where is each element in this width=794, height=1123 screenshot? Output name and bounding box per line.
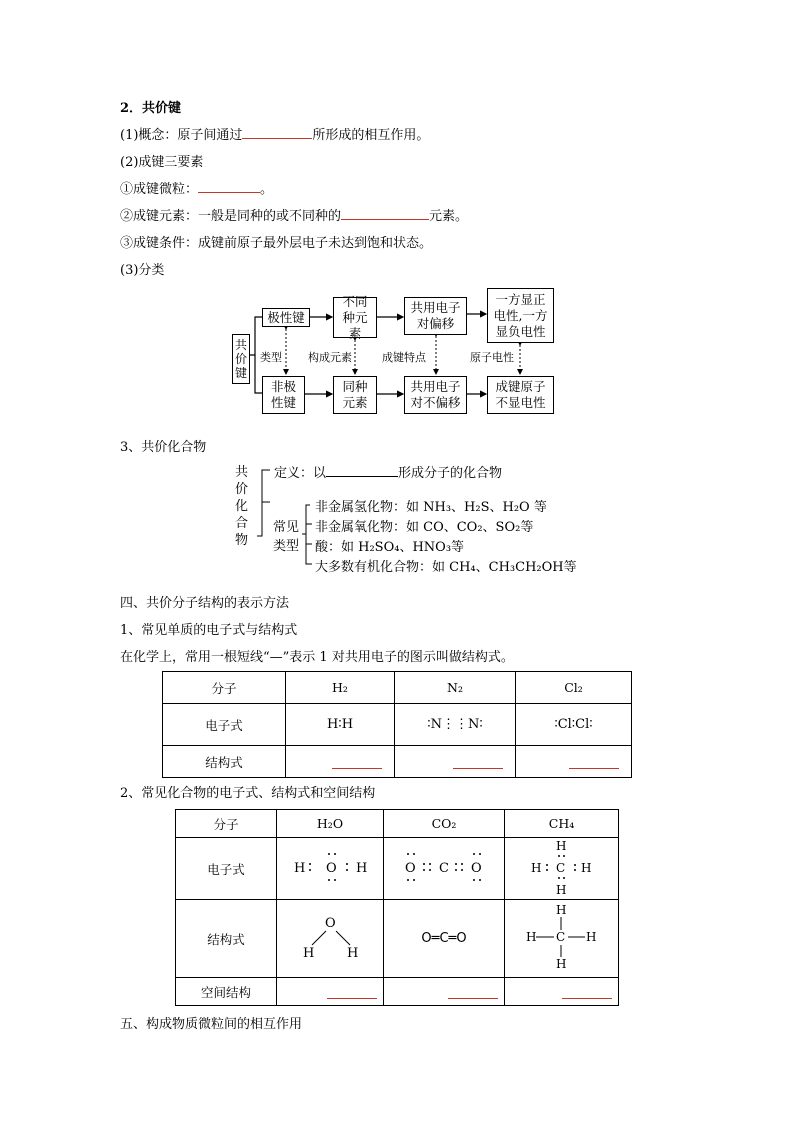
h2o-spatial-blank: [277, 978, 384, 1006]
answer-line: [448, 998, 498, 999]
answer-line: [327, 998, 377, 999]
header-ch4: CH₄: [505, 810, 619, 838]
row-structural-formula: 结构式: [163, 746, 286, 778]
co2-structural: O═C═O: [384, 900, 505, 978]
compound-table: [175, 809, 619, 1006]
h2o-structural: [277, 900, 384, 978]
item3-line: ③成键条件：成键前原子最外层电子未达到饱和状态。: [120, 236, 433, 251]
svg-text:C: C: [555, 861, 565, 875]
ch4-spatial-blank: [505, 978, 619, 1006]
concept-pre: (1)概念：原子间通过: [120, 128, 243, 143]
elements-title: (2)成键三要素: [120, 155, 204, 170]
h2-electron: H∶H: [286, 704, 395, 746]
svg-text:O: O: [325, 916, 336, 931]
co2-electron: [384, 838, 505, 900]
section5-title: 五、构成物质微粒间的相互作用: [120, 1017, 303, 1032]
type-organic: 大多数有机化合物：如 CH₄、CH₃CH₂OH等: [315, 560, 577, 575]
svg-text:H: H: [555, 883, 566, 896]
svg-text:H: H: [356, 861, 368, 876]
answer-line: [453, 768, 503, 769]
section4-sub1: 1、常见单质的电子式与结构式: [120, 623, 298, 638]
types-label: 类型: [273, 539, 300, 554]
type-acid: 酸：如 H₂SO₄、HNO₃等: [315, 540, 465, 555]
def-post: 形成分子的化合物: [398, 466, 503, 481]
header-h2o: H₂O: [277, 810, 384, 838]
row2-spatial-structure: 空间结构: [176, 978, 277, 1006]
answer-line: [569, 768, 619, 769]
header-molecule: 分子: [163, 672, 286, 704]
common-label: 常见: [273, 520, 300, 535]
features-label: 成键特点: [382, 351, 426, 364]
row-electron-formula: 电子式: [163, 704, 286, 746]
same-element-box: 同种元素: [333, 376, 377, 414]
answer-line: [562, 998, 612, 999]
elements-label: 构成元素: [308, 351, 352, 364]
def-pre: 定义：以: [274, 466, 327, 481]
section2-title: 2．共价键: [120, 101, 182, 116]
svg-text:H: H: [525, 930, 536, 944]
svg-text:H: H: [294, 861, 306, 876]
svg-text:H: H: [530, 861, 541, 875]
covalent-bond-root: 共价键: [232, 334, 250, 384]
h2o-structural-svg: [295, 907, 365, 967]
item1-text: ①成键微粒：: [120, 182, 199, 197]
type-label: 类型: [260, 351, 282, 364]
svg-text:H: H: [303, 946, 315, 961]
h2o-electron-svg: [290, 842, 370, 892]
class-title: (3)分类: [120, 263, 165, 278]
svg-text:H: H: [555, 839, 566, 853]
type-oxide: 非金属氧化物：如 CO、CO₂、SO₂等: [315, 520, 534, 535]
ch4-electron: [505, 838, 619, 900]
item1-post: 。: [260, 182, 274, 197]
section4-title: 四、共价分子结构的表示方法: [120, 596, 290, 611]
shared-shift-box: 共用电子对偏移: [404, 297, 467, 335]
polar-bond-box: 极性键: [262, 308, 310, 327]
diff-element-box: 不同种元素: [333, 297, 377, 338]
svg-text:H: H: [347, 946, 359, 961]
h2o-electron: [277, 838, 384, 900]
co2-electron-svg: [399, 842, 489, 892]
row2-structural-formula: 结构式: [176, 900, 277, 978]
shared-noshift-box: 共用电子对不偏移: [404, 376, 467, 414]
svg-text:O: O: [326, 861, 337, 876]
header2-molecule: 分子: [176, 810, 277, 838]
section4-desc: 在化学上，常用一根短线“—”表示 1 对共用电子的图示叫做结构式。: [120, 650, 514, 665]
header-co2: CO₂: [384, 810, 505, 838]
concept-post: 所形成的相互作用。: [312, 128, 430, 143]
ch4-electron-svg: [527, 838, 597, 896]
ch4-structural: [505, 900, 619, 978]
no-charge-box: 成键原子不显电性: [487, 376, 554, 414]
answer-line: [332, 768, 382, 769]
svg-text:H: H: [555, 903, 566, 917]
def-blank: [326, 464, 398, 477]
co2-spatial-blank: [384, 978, 505, 1006]
svg-text:O: O: [405, 861, 416, 876]
svg-text:H: H: [585, 930, 596, 944]
h2-structural-blank: [286, 746, 395, 778]
svg-text:C: C: [439, 861, 449, 876]
header-n2: N₂: [395, 672, 516, 704]
charge-box: 一方显正电性,一方显负电性: [487, 288, 554, 343]
svg-text:H: H: [555, 957, 566, 971]
type-hydride: 非金属氢化物：如 NH₃、H₂S、H₂O 等: [315, 500, 547, 515]
svg-text:O: O: [471, 861, 482, 876]
n2-electron: ∶N⋮⋮N∶: [395, 704, 516, 746]
nonpolar-bond-box: 非极性键: [262, 376, 305, 414]
svg-text:H: H: [580, 861, 591, 875]
cl2-electron: ∶Cl∶Cl∶: [516, 704, 632, 746]
compound-root: 共价化合物: [235, 465, 249, 548]
definition-line: [274, 462, 502, 481]
cl2-structural-blank: [516, 746, 632, 778]
svg-text:C: C: [555, 930, 565, 944]
item2-pre: ②成键元素：一般是同种的或不同种的: [120, 209, 342, 224]
row2-electron-formula: 电子式: [176, 838, 277, 900]
header-h2: H₂: [286, 672, 395, 704]
section3-title: 3、共价化合物: [120, 440, 207, 455]
item2-post: 元素。: [429, 209, 469, 224]
n2-structural-blank: [395, 746, 516, 778]
element-table: [162, 671, 632, 778]
charge-label: 原子电性: [470, 351, 514, 364]
section4-sub2: 2、常见化合物的电子式、结构式和空间结构: [120, 786, 376, 801]
header-cl2: Cl₂: [516, 672, 632, 704]
ch4-structural-svg: [522, 902, 602, 972]
